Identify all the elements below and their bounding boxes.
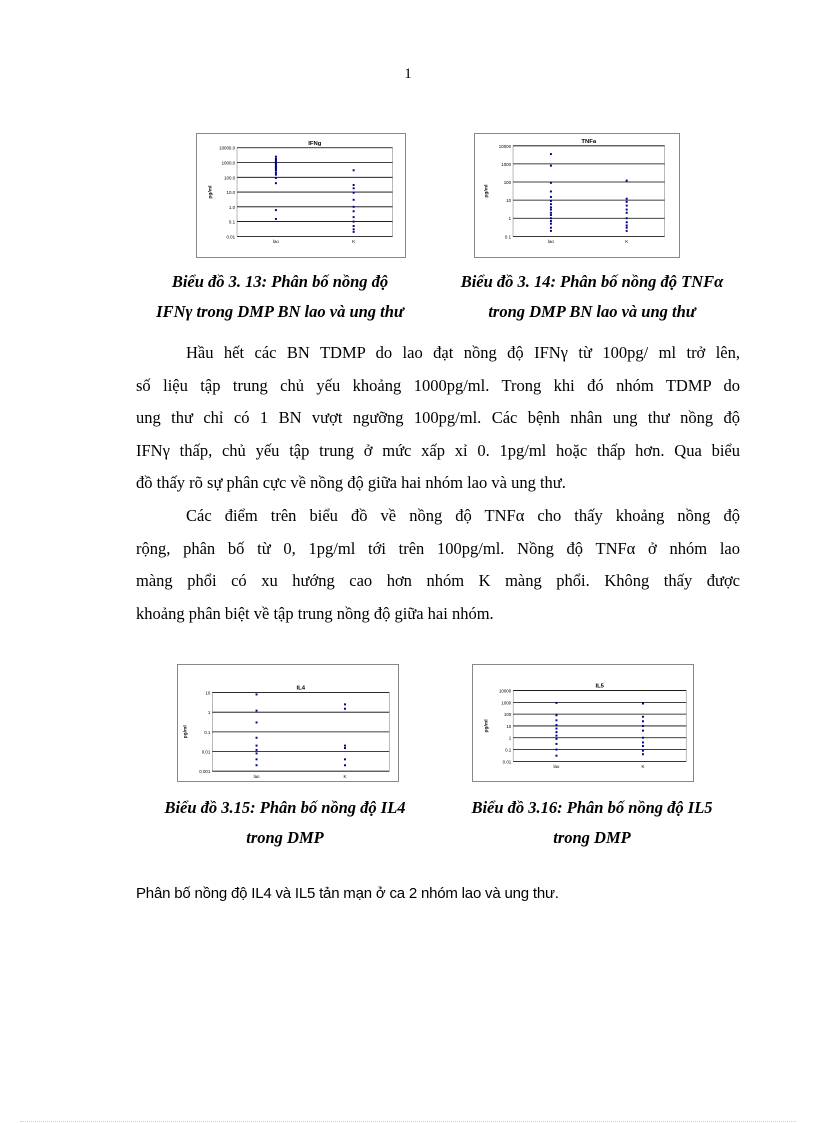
y-tick-label: 1.0 — [228, 204, 236, 210]
y-tick-label: 1000 — [501, 161, 512, 167]
data-point — [344, 708, 346, 710]
chart-title: IL5 — [595, 683, 604, 690]
data-point — [353, 169, 355, 171]
y-tick-label: 100 — [503, 179, 512, 185]
y-axis-label: pg/ml — [484, 184, 490, 198]
y-axis-label: pg/ml — [484, 719, 490, 733]
data-point — [550, 153, 552, 155]
data-point — [642, 750, 644, 752]
data-point — [256, 758, 258, 760]
data-point — [344, 747, 346, 749]
x-tick-label: K — [343, 774, 347, 780]
x-tick-label: K — [352, 239, 356, 245]
caption-fig-3-16 — [440, 793, 744, 853]
data-point — [626, 205, 628, 207]
chart-ifng — [196, 133, 406, 258]
data-point — [626, 221, 628, 223]
data-point — [550, 165, 552, 167]
data-point — [275, 156, 277, 158]
data-point — [344, 758, 346, 760]
chart-il4-svg — [178, 665, 398, 781]
data-point — [344, 764, 346, 766]
data-point — [256, 749, 258, 751]
data-point — [256, 764, 258, 766]
data-point — [275, 209, 277, 211]
y-tick-label: 1000 — [501, 700, 512, 706]
y-tick-label: 10000 — [498, 143, 512, 149]
data-point — [555, 728, 557, 730]
paragraph-ifng-line-5: đồ thấy rõ sự phân cực về nồng độ giữa hai nhóm lao và ung thư. — [136, 473, 566, 493]
data-point — [642, 703, 644, 705]
y-axis-label: pg/ml — [183, 725, 189, 739]
data-point — [550, 212, 552, 214]
data-point — [353, 221, 355, 223]
y-tick-label: 100 — [503, 712, 512, 718]
y-tick-label: 10 — [506, 198, 512, 204]
data-point — [626, 212, 628, 214]
data-point — [555, 702, 557, 704]
data-point — [353, 225, 355, 227]
data-point — [626, 209, 628, 211]
data-point — [275, 182, 277, 184]
data-point — [550, 206, 552, 208]
data-point — [642, 753, 644, 755]
data-point — [353, 216, 355, 218]
data-point — [256, 721, 258, 723]
data-point — [275, 170, 277, 172]
y-tick-label: 0.01 — [226, 234, 236, 240]
data-point — [555, 724, 557, 726]
data-point — [550, 203, 552, 205]
y-tick-label: 10 — [205, 690, 211, 696]
paragraph-tnfa-line-1: Các điểm trên biểu đồ về nồng độ TNFα cho thấy khoảng nồng độ — [186, 506, 740, 525]
chart-il5 — [472, 664, 694, 782]
data-point — [275, 218, 277, 220]
data-point — [626, 224, 628, 226]
paragraph-tnfa-line-4: khoảng phân biệt về tập trung nồng độ giữa hai nhóm. — [136, 603, 494, 623]
data-point — [550, 182, 552, 184]
data-point — [275, 177, 277, 179]
y-tick-label: 1000.0 — [221, 160, 236, 166]
y-tick-label: 0.1 — [228, 219, 236, 225]
data-point — [626, 198, 628, 200]
caption-fig-3-14-line2: trong DMP BN lao và ung thư — [488, 302, 696, 321]
data-point — [642, 730, 644, 732]
y-tick-label: 0.1 — [204, 729, 211, 735]
paragraph-tnfa-line-3: màng phổi có xu hướng cao hơn nhóm K màng phổi. Không thấy được — [136, 571, 740, 591]
chart-il5-svg — [473, 665, 693, 781]
x-tick-label: K — [625, 239, 629, 245]
data-point — [353, 231, 355, 233]
data-point — [555, 749, 557, 751]
paragraph-tnfa — [136, 500, 740, 630]
data-point — [626, 227, 628, 229]
chart-tnfa — [474, 133, 680, 258]
data-point — [555, 719, 557, 721]
y-axis-label: pg/ml — [208, 185, 214, 199]
paragraph-ifng-line-4: IFNγ thấp, chủ yếu tập trung ở mức xấp xỉ 0. 1pg/ml hoặc thấp hơn. Qua biểu — [136, 440, 740, 460]
data-point — [550, 200, 552, 202]
data-point — [275, 174, 277, 176]
caption-fig-3-13-line2: IFNγ trong DMP BN lao và ung thư — [156, 302, 404, 321]
caption-fig-3-16-line2: trong DMP — [553, 828, 631, 847]
y-tick-label: 0.001 — [199, 769, 211, 775]
y-tick-label: 1 — [508, 216, 512, 222]
data-point — [555, 738, 557, 740]
y-tick-label: 10 — [506, 723, 512, 729]
data-point — [642, 737, 644, 739]
data-point — [550, 230, 552, 232]
data-point — [550, 220, 552, 222]
data-point — [626, 230, 628, 232]
data-point — [550, 227, 552, 229]
y-tick-label: 10000 — [498, 688, 512, 694]
data-point — [550, 191, 552, 193]
data-point — [353, 184, 355, 186]
caption-fig-3-13-line1: Biểu đồ 3. 13: Phân bố nồng độ — [171, 272, 389, 291]
paragraph-ifng — [136, 337, 740, 500]
caption-fig-3-14-line1: Biểu đồ 3. 14: Phân bố nồng độ TNFα — [460, 272, 724, 291]
paragraph-ifng-line-2: số liệu tập trung chủ yếu khoảng 1000pg/ml. Trong khi đó nhóm TDMP do — [136, 375, 740, 395]
data-point — [256, 693, 258, 695]
data-point — [256, 737, 258, 739]
data-point — [353, 206, 355, 208]
paragraph-tnfa-line-2: rộng, phân bố từ 0, 1pg/ml tới trên 100pg/ml. Nồng độ TNFα ở nhóm lao — [136, 538, 740, 558]
caption-fig-3-15-line2: trong DMP — [246, 828, 324, 847]
y-tick-label: 1 — [508, 735, 512, 741]
caption-fig-3-15 — [135, 793, 435, 853]
data-point — [550, 223, 552, 225]
data-point — [256, 752, 258, 754]
data-point — [353, 187, 355, 189]
chart-ifng-svg — [197, 134, 405, 257]
y-tick-label: 0.1 — [505, 747, 512, 753]
data-point — [626, 180, 628, 182]
y-tick-label: 0.01 — [502, 759, 512, 765]
x-tick-label: lao — [253, 774, 260, 780]
y-tick-label: 1 — [207, 710, 211, 716]
y-tick-label: 10000.0 — [219, 145, 236, 151]
data-point — [353, 228, 355, 230]
data-point — [626, 201, 628, 203]
chart-il4 — [177, 664, 399, 782]
data-point — [555, 714, 557, 716]
chart-title: TNFa — [581, 138, 597, 145]
data-point — [256, 710, 258, 712]
x-tick-label: lao — [553, 764, 560, 770]
data-point — [353, 199, 355, 201]
chart-tnfa-svg — [475, 134, 679, 257]
y-tick-label: 0.01 — [201, 749, 211, 755]
caption-fig-3-15-line1: Biểu đồ 3.15: Phân bố nồng độ IL4 — [164, 798, 406, 817]
data-point — [555, 735, 557, 737]
data-point — [256, 745, 258, 747]
data-point — [353, 210, 355, 212]
data-point — [642, 725, 644, 727]
x-tick-label: K — [641, 764, 645, 770]
y-tick-label: 100.0 — [224, 175, 236, 181]
y-tick-label: 0.1 — [504, 234, 512, 240]
data-point — [642, 745, 644, 747]
data-point — [555, 743, 557, 745]
data-point — [642, 741, 644, 743]
data-point — [555, 731, 557, 733]
paragraph-ifng-line-3: ung thư chỉ có 1 BN vượt ngưỡng 100pg/ml. Các bệnh nhân ung thư nồng độ — [136, 408, 740, 428]
data-point — [344, 745, 346, 747]
page-number: 1 — [404, 66, 412, 82]
chart-title: IL4 — [296, 685, 306, 692]
x-tick-label: lao — [547, 239, 554, 245]
caption-fig-3-14 — [440, 267, 744, 327]
data-point — [353, 192, 355, 194]
data-point — [550, 217, 552, 219]
plot-area — [513, 146, 665, 237]
caption-fig-3-16-line1: Biểu đồ 3.16: Phân bố nồng độ IL5 — [471, 798, 713, 817]
data-point — [642, 720, 644, 722]
data-point — [626, 217, 628, 219]
data-point — [550, 214, 552, 216]
data-point — [275, 172, 277, 174]
chart-title: IFNg — [308, 140, 322, 147]
x-tick-label: lao — [272, 239, 279, 245]
data-point — [550, 196, 552, 198]
y-tick-label: 10.0 — [226, 190, 236, 196]
data-point — [344, 703, 346, 705]
page-footer-divider — [20, 1121, 796, 1122]
paragraph-ifng-line-1: Hầu hết các BN TDMP do lao đạt nồng độ IFNγ từ 100pg/ ml trở lên, — [186, 343, 740, 362]
summary-text: Phân bố nồng độ IL4 và IL5 tản mạn ở ca 2 nhóm lao và ung thư. — [136, 885, 559, 902]
data-point — [555, 755, 557, 757]
caption-fig-3-13 — [130, 267, 430, 327]
data-point — [550, 209, 552, 211]
data-point — [642, 716, 644, 718]
